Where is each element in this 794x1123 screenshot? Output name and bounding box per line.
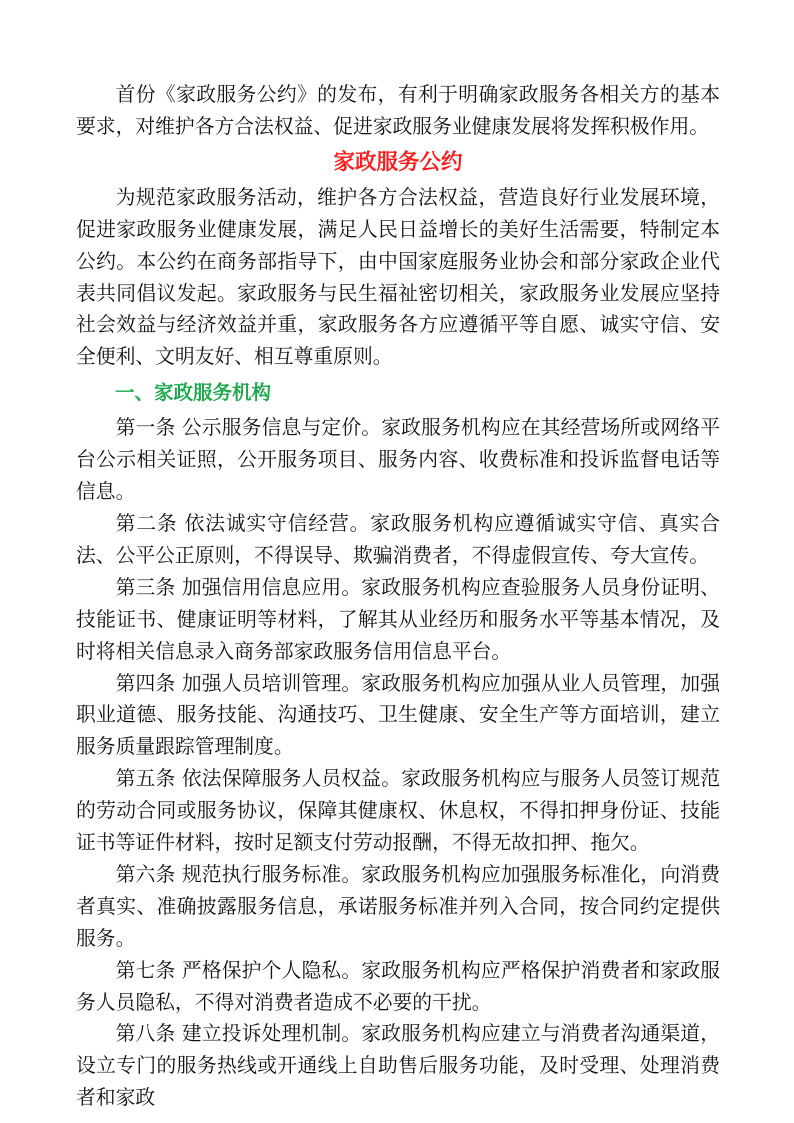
article-7: 第七条 严格保护个人隐私。家政服务机构应严格保护消费者和家政服务人员隐私，不得对消费者造成不必要的干扰。 bbox=[76, 958, 720, 1014]
document-title: 家政服务公约 bbox=[333, 149, 463, 175]
article-3: 第三条 加强信用信息应用。家政服务机构应查验服务人员身份证明、技能证书、健康证明等材料，了解其从业经历和服务水平等基本情况，及时将相关信息录入商务部家政服务信用信息平台。 bbox=[76, 575, 720, 663]
article-6: 第六条 规范执行服务标准。家政服务机构应加强服务标准化，向消费者真实、准确披露服务信息，承诺服务标准并列入合同，按合同约定提供服务。 bbox=[76, 862, 720, 950]
article-4: 第四条 加强人员培训管理。家政服务机构应加强从业人员管理，加强职业道德、服务技能、沟通技巧、卫生健康、安全生产等方面培训，建立服务质量跟踪管理制度。 bbox=[76, 671, 720, 759]
intro-paragraph: 首份《家政服务公约》的发布，有利于明确家政服务各相关方的基本要求，对维护各方合法权益、促进家政服务业健康发展将发挥积极作用。 bbox=[76, 83, 720, 138]
article-2: 第二条 依法诚实守信经营。家政服务机构应遵循诚实守信、真实合法、公平公正原则，不得误导、欺骗消费者，不得虚假宣传、夸大宣传。 bbox=[76, 511, 720, 567]
article-8: 第八条 建立投诉处理机制。家政服务机构应建立与消费者沟通渠道，设立专门的服务热线或开通线上自助售后服务功能，及时受理、处理消费者和家政 bbox=[76, 1022, 720, 1110]
section-heading: 一、家政服务机构 bbox=[115, 381, 272, 405]
article-5: 第五条 依法保障服务人员权益。家政服务机构应与服务人员签订规范的劳动合同或服务协议，保障其健康权、休息权，不得扣押身份证、技能证书等证件材料，按时足额支付劳动报酬，不得无故扣押、拖欠。 bbox=[76, 767, 720, 855]
preamble-paragraph: 为规范家政服务活动，维护各方合法权益，营造良好行业发展环境，促进家政服务业健康发展，满足人民日益增长的美好生活需要，特制定本公约。本公约在商务部指导下，由中国家庭服务业协会和部分家政企业代表共同倡议发起。家政服务与民生福祉密切相关，家政服务业发展应坚持社会效益与经济效益并重，家政服务各方应遵循平等自愿、诚实守信、安全便利、文明友好、相互尊重原则。 bbox=[76, 185, 720, 369]
document-page bbox=[76, 79, 720, 1114]
article-1: 第一条 公示服务信息与定价。家政服务机构应在其经营场所或网络平台公示相关证照，公开服务项目、服务内容、收费标准和投诉监督电话等信息。 bbox=[76, 416, 720, 504]
